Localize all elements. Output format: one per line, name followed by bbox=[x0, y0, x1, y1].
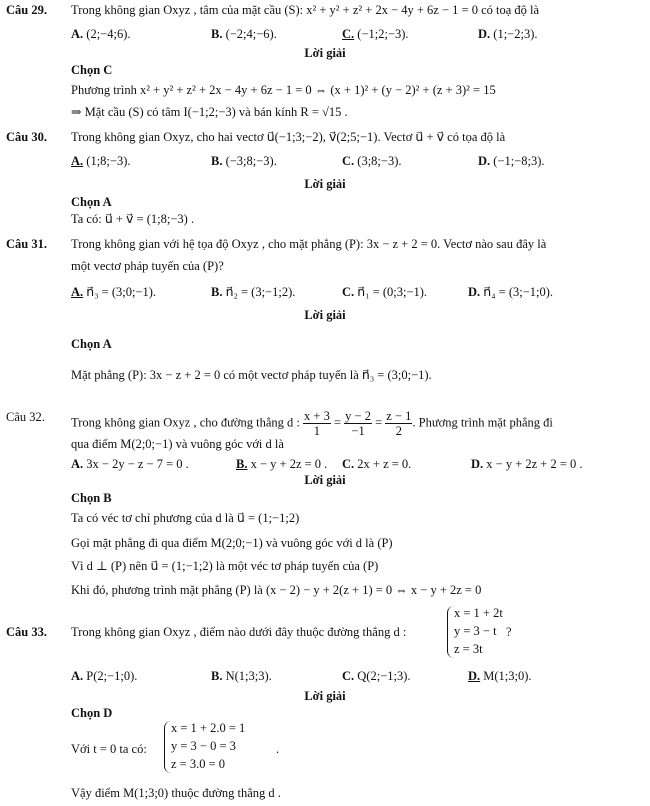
q33-question-tail: ? bbox=[506, 625, 512, 639]
system-row: y = 3 − t bbox=[454, 624, 497, 638]
fraction bbox=[344, 409, 372, 438]
q31-option-a[interactable] bbox=[71, 284, 156, 300]
option-key: B. bbox=[211, 154, 223, 168]
fraction-den: 1 bbox=[313, 424, 321, 438]
q32-solution-line: Gọi mặt phẳng đi qua điểm M(2;0;−1) và vuông góc với d là (P) bbox=[71, 536, 393, 550]
q32-question-cont: qua điểm M(2;0;−1) và vuông góc với d là bbox=[71, 437, 284, 451]
q32-solution-line: Khi đó, phương trình mặt phẳng (P) là (x − 2) − y + 2(z + 1) = 0 ⇔ x − y + 2z = 0 bbox=[71, 583, 482, 597]
q29-option-b[interactable] bbox=[211, 26, 277, 42]
option-value: (−3;8;−3). bbox=[225, 154, 277, 168]
q29-option-a[interactable] bbox=[71, 26, 130, 42]
q33-option-d[interactable] bbox=[468, 668, 532, 684]
q30-choice: Chọn A bbox=[71, 195, 112, 209]
option-key: C. bbox=[342, 154, 355, 168]
q31-option-b[interactable] bbox=[211, 284, 295, 300]
option-key: C. bbox=[342, 669, 355, 683]
q29-solution-line: Phương trình x² + y² + z² + 2x − 4y + 6z − 1 = 0 ⇔ (x + 1)² + (y − 2)² + (z + 3)² = 15 bbox=[71, 83, 496, 97]
system-row: z = 3.0 = 0 bbox=[171, 757, 226, 771]
option-value: (1;8;−3). bbox=[86, 154, 131, 168]
fraction-num: y − 2 bbox=[345, 409, 371, 423]
option-value: n⃗₄ = (3;−1;0). bbox=[483, 285, 554, 299]
option-key: C. bbox=[342, 285, 355, 299]
option-value: x − y + 2z + 2 = 0 . bbox=[486, 457, 583, 471]
option-value: (3;8;−3). bbox=[357, 154, 402, 168]
q29-question: Trong không gian Oxyz , tâm của mặt cầu (S): x² + y² + z² + 2x − 4y + 6z − 1 = 0 có toạ độ là bbox=[71, 3, 540, 17]
q33-question: Trong không gian Oxyz , điểm nào dưới đây thuộc đường thẳng d : bbox=[71, 625, 407, 639]
option-key: B. bbox=[211, 27, 223, 41]
q33-solution-tail: . bbox=[276, 742, 280, 756]
q32-solution-line: Vì d ⊥ (P) nên u⃗ = (1;−1;2) là một véc tơ pháp tuyến của (P) bbox=[71, 559, 379, 573]
option-key: A. bbox=[71, 669, 84, 683]
q31-choice: Chọn A bbox=[71, 337, 112, 351]
option-value: (−2;4;−6). bbox=[225, 27, 277, 41]
q30-option-a[interactable] bbox=[71, 153, 130, 169]
q32-question-tail: . Phương trình mặt phẳng đi bbox=[412, 415, 553, 430]
q30-solution-title: Lời giải bbox=[304, 177, 346, 191]
q32-option-a[interactable] bbox=[71, 456, 189, 472]
option-key: A. bbox=[71, 27, 84, 41]
system-row: x = 1 + 2.0 = 1 bbox=[171, 721, 246, 735]
option-key: A. bbox=[71, 285, 84, 299]
fraction bbox=[303, 409, 331, 438]
option-key: D. bbox=[471, 457, 484, 471]
option-value: (−1;2;−3). bbox=[357, 27, 409, 41]
option-key: B. bbox=[211, 285, 223, 299]
system-row: z = 3t bbox=[454, 642, 483, 656]
q30-option-b[interactable] bbox=[211, 153, 277, 169]
q31-question-cont: một vectơ pháp tuyến của (P)? bbox=[71, 259, 224, 273]
q32-solution-line: Ta có véc tơ chỉ phương của d là u⃗ = (1;−1;2) bbox=[71, 511, 300, 525]
q33-choice: Chọn D bbox=[71, 706, 113, 720]
fraction bbox=[385, 409, 412, 438]
option-value: x − y + 2z = 0 . bbox=[250, 457, 328, 471]
option-key: A. bbox=[71, 154, 84, 168]
system-row: y = 3 − 0 = 3 bbox=[171, 739, 236, 753]
q29-solution-title: Lời giải bbox=[304, 46, 346, 60]
q33-option-b[interactable] bbox=[211, 668, 272, 684]
q32-question-text: Trong không gian Oxyz , cho đường thẳng d : bbox=[71, 415, 300, 430]
q32-option-d[interactable] bbox=[471, 456, 583, 472]
q29-solution-line: ⇒ Mặt cầu (S) có tâm I(−1;2;−3) và bán kính R = √15 . bbox=[71, 105, 348, 119]
q29-choice: Chọn C bbox=[71, 63, 113, 77]
q33-solution-title: Lời giải bbox=[304, 689, 346, 703]
option-key: A. bbox=[71, 457, 84, 471]
option-key: D. bbox=[478, 154, 491, 168]
option-value: n⃗₂ = (3;−1;2). bbox=[225, 285, 296, 299]
q32-label: Câu 32. bbox=[6, 410, 45, 424]
q33-with-t: Với t = 0 ta có: bbox=[71, 742, 147, 756]
option-value: n⃗₃ = (3;0;−1). bbox=[86, 285, 157, 299]
q29-option-c[interactable] bbox=[342, 26, 409, 42]
option-value: N(1;3;3). bbox=[225, 669, 272, 683]
option-value: (1;−2;3). bbox=[493, 27, 538, 41]
fraction-den: −1 bbox=[351, 424, 365, 438]
option-value: 3x − 2y − z − 7 = 0 . bbox=[86, 457, 189, 471]
q33-option-c[interactable] bbox=[342, 668, 411, 684]
fraction-num: z − 1 bbox=[386, 409, 412, 423]
option-key: D. bbox=[468, 669, 481, 683]
option-value: M(1;3;0). bbox=[483, 669, 532, 683]
q30-label: Câu 30. bbox=[6, 130, 47, 144]
q33-option-a[interactable] bbox=[71, 668, 137, 684]
q30-option-c[interactable] bbox=[342, 153, 401, 169]
option-value: (2;−4;6). bbox=[86, 27, 131, 41]
q32-option-b[interactable] bbox=[236, 456, 327, 472]
q30-option-d[interactable] bbox=[478, 153, 545, 169]
q33-label: Câu 33. bbox=[6, 625, 47, 639]
q33-solution-system bbox=[164, 721, 285, 773]
option-value: Q(2;−1;3). bbox=[357, 669, 411, 683]
q32-choice: Chọn B bbox=[71, 491, 112, 505]
q31-option-d[interactable] bbox=[468, 284, 553, 300]
option-value: 2x + z = 0. bbox=[357, 457, 412, 471]
option-value: P(2;−1;0). bbox=[86, 669, 138, 683]
q30-solution-line: Ta có: u⃗ + v⃗ = (1;8;−3) . bbox=[71, 212, 195, 226]
q31-option-c[interactable] bbox=[342, 284, 427, 300]
q32-solution-title: Lời giải bbox=[304, 473, 346, 487]
q31-solution-title: Lời giải bbox=[304, 308, 346, 322]
q32-option-c[interactable] bbox=[342, 456, 411, 472]
fraction-num: x + 3 bbox=[304, 409, 330, 423]
fraction-den: 2 bbox=[395, 424, 402, 438]
option-key: B. bbox=[236, 457, 248, 471]
q33-conclusion: Vậy điểm M(1;3;0) thuộc đường thẳng d . bbox=[71, 786, 281, 800]
option-key: D. bbox=[468, 285, 481, 299]
option-key: B. bbox=[211, 669, 223, 683]
option-value: n⃗₁ = (0;3;−1). bbox=[357, 285, 428, 299]
q31-solution-line: Mặt phẳng (P): 3x − z + 2 = 0 có một vectơ pháp tuyến là n⃗₃ = (3;0;−1). bbox=[71, 368, 432, 382]
q29-label: Câu 29. bbox=[6, 3, 47, 17]
option-key: C. bbox=[342, 27, 355, 41]
q31-question: Trong không gian với hệ tọa độ Oxyz , cho mặt phẳng (P): 3x − z + 2 = 0. Vectơ nào sau đây là bbox=[71, 237, 547, 251]
option-key: C. bbox=[342, 457, 355, 471]
option-value: (−1;−8;3). bbox=[493, 154, 545, 168]
q31-label: Câu 31. bbox=[6, 237, 47, 251]
q32-question: Trong không gian Oxyz , cho đường thẳng d : $\frac{x + 3}{1}$ = $\frac{y - 2}{-1}$ = $\frac{z - 1}{2}$ . Phương trình mặt phẳng đi bbox=[71, 409, 553, 438]
option-key: D. bbox=[478, 27, 491, 41]
q29-option-d[interactable] bbox=[478, 26, 537, 42]
q30-question: Trong không gian Oxyz, cho hai vectơ u⃗(−1;3;−2), v⃗(2;5;−1). Vectơ u⃗ + v⃗ có tọa độ là bbox=[71, 130, 506, 144]
system-row: x = 1 + 2t bbox=[454, 606, 503, 620]
